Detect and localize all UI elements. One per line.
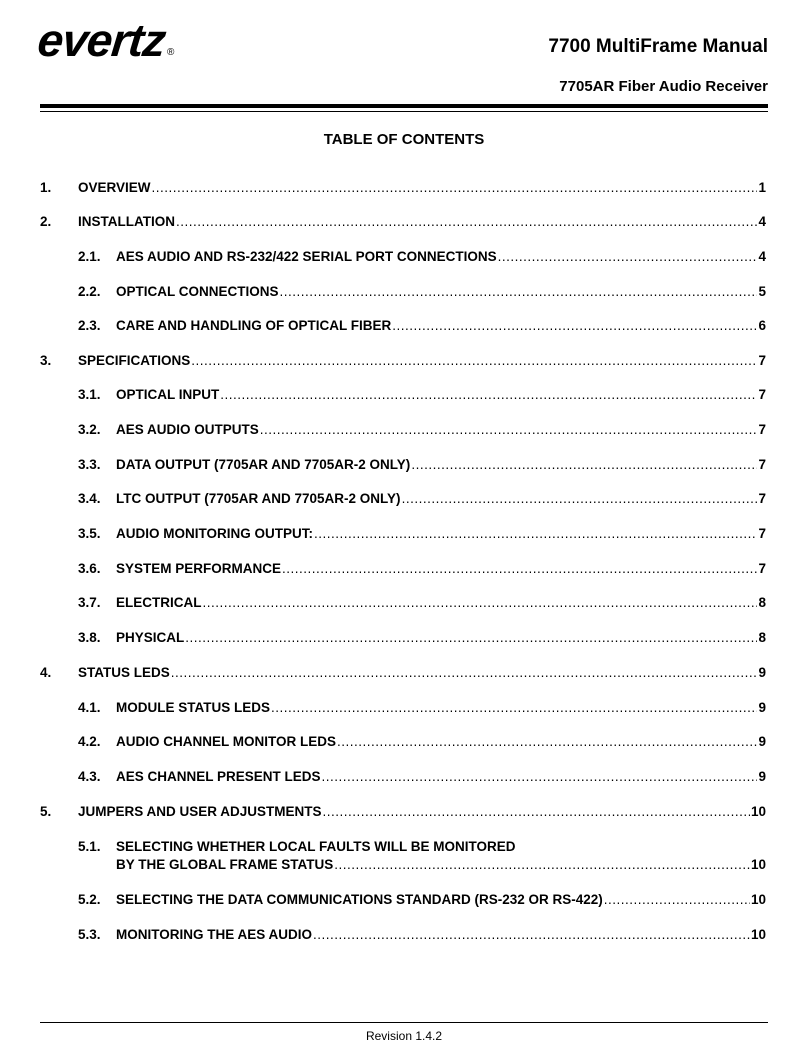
manual-title: 7700 MultiFrame Manual — [548, 36, 768, 57]
toc-entry-number: 1. — [40, 180, 52, 195]
dot-leader — [280, 284, 758, 300]
toc-entry-page: 9 — [758, 734, 766, 749]
toc-entry-page: 5 — [758, 284, 766, 299]
toc-entry-page: 9 — [758, 665, 766, 680]
dot-leader — [220, 387, 757, 403]
toc-entry-page: 7 — [758, 561, 766, 576]
toc-entry-page: 9 — [758, 769, 766, 784]
toc-entry-page: 7 — [758, 526, 766, 541]
toc-entry-number: 4.1. — [78, 700, 101, 715]
toc-entry-page: 1 — [758, 180, 766, 195]
toc-entry-title: AES AUDIO OUTPUTS — [116, 422, 259, 437]
toc-entry-page: 7 — [758, 422, 766, 437]
toc-entry-page: 7 — [758, 491, 766, 506]
dot-leader — [152, 180, 758, 196]
dot-leader — [313, 927, 750, 943]
toc-entry-number: 3.2. — [78, 422, 101, 437]
dot-leader — [334, 857, 750, 873]
toc-entry-title: OVERVIEW — [78, 180, 151, 195]
toc-entry-number: 3.5. — [78, 526, 101, 541]
toc-entry-title: SYSTEM PERFORMANCE — [116, 561, 282, 576]
toc-entry-page: 10 — [750, 857, 766, 872]
toc-entry-number: 2.3. — [78, 318, 101, 333]
dot-leader — [185, 630, 757, 646]
toc-entry-page: 10 — [750, 927, 766, 942]
dot-leader — [271, 700, 757, 716]
toc-entry-title: ELECTRICAL — [116, 595, 202, 610]
toc-entry-title: JUMPERS AND USER ADJUSTMENTS — [78, 804, 322, 819]
footer-revision: Revision 1.4.2 — [365, 1029, 443, 1043]
toc-entry-title: OPTICAL INPUT — [116, 387, 220, 402]
dot-leader — [322, 769, 758, 785]
toc-entry-5-1[interactable] — [40, 839, 766, 873]
evertz-logo — [35, 14, 175, 66]
dot-leader — [171, 665, 758, 681]
footer-rule — [40, 1022, 768, 1023]
header-rule-thin — [40, 111, 768, 112]
toc-entry-title: PHYSICAL — [116, 630, 185, 645]
toc-entry-page: 7 — [758, 457, 766, 472]
toc-entry-page: 8 — [758, 630, 766, 645]
toc-entry-number: 3.1. — [78, 387, 101, 402]
product-title: 7705AR Fiber Audio Receiver — [559, 78, 768, 95]
toc-entry-number: 5.2. — [78, 892, 101, 907]
dot-leader — [337, 734, 757, 750]
toc-entry-number: 3.4. — [78, 491, 101, 506]
toc-entry-title: MODULE STATUS LEDS — [116, 700, 270, 715]
toc-entry-page: 4 — [758, 249, 766, 264]
toc-entry-title: SPECIFICATIONS — [78, 353, 191, 368]
dot-leader — [282, 561, 757, 577]
registered-mark: ® — [166, 47, 175, 58]
toc-entry-number: 2. — [40, 214, 52, 229]
toc-entry-page: 10 — [750, 804, 766, 819]
toc-entry-title: CARE AND HANDLING OF OPTICAL FIBER — [116, 318, 392, 333]
toc-entry-page: 4 — [758, 214, 766, 229]
toc-entry-title: OPTICAL CONNECTIONS — [116, 284, 279, 299]
toc-entry-title: AUDIO MONITORING OUTPUT: — [116, 526, 313, 541]
toc-entry-title: SELECTING THE DATA COMMUNICATIONS STANDARD (RS-232 OR RS-422) — [116, 892, 603, 907]
dot-leader — [260, 422, 758, 438]
dot-leader — [203, 595, 758, 611]
toc-entry-number: 3.6. — [78, 561, 101, 576]
toc-entry-page: 6 — [758, 318, 766, 333]
toc-entry-number: 3. — [40, 353, 52, 368]
toc-entry-number: 5. — [40, 804, 52, 819]
dot-leader — [498, 249, 758, 265]
toc-entry-title: AES CHANNEL PRESENT LEDS — [116, 769, 321, 784]
toc-entry-title-line1: SELECTING WHETHER LOCAL FAULTS WILL BE MONITORED — [116, 839, 516, 854]
toc-heading: TABLE OF CONTENTS — [323, 131, 485, 148]
toc-entry-title: BY THE GLOBAL FRAME STATUS — [116, 857, 334, 872]
toc-entry-page: 7 — [758, 387, 766, 402]
toc-entry-number: 5.3. — [78, 927, 101, 942]
toc-entry-number: 4. — [40, 665, 52, 680]
toc-entry-number: 3.8. — [78, 630, 101, 645]
toc-entry-title: INSTALLATION — [78, 214, 175, 229]
toc-entry-page: 10 — [750, 892, 766, 907]
dot-leader — [176, 214, 757, 230]
toc-entry-number: 4.3. — [78, 769, 101, 784]
dot-leader — [411, 457, 757, 473]
logo-wordmark: evertz — [35, 14, 168, 66]
toc-entry-title: AES AUDIO AND RS-232/422 SERIAL PORT CONNECTIONS — [116, 249, 497, 264]
dot-leader — [604, 892, 750, 908]
toc-entry-title: DATA OUTPUT (7705AR AND 7705AR-2 ONLY) — [116, 457, 411, 472]
toc-entry-number: 2.2. — [78, 284, 101, 299]
toc-entry-title: MONITORING THE AES AUDIO — [116, 927, 313, 942]
toc-entry-page: 8 — [758, 595, 766, 610]
dot-leader — [323, 804, 750, 820]
header-rule-thick — [40, 104, 768, 108]
toc-entry-page: 7 — [758, 353, 766, 368]
toc-entry-number: 4.2. — [78, 734, 101, 749]
toc-entry-number: 5.1. — [78, 839, 101, 854]
toc-entry-number: 3.3. — [78, 457, 101, 472]
toc-entry-title: AUDIO CHANNEL MONITOR LEDS — [116, 734, 337, 749]
toc-entry-title: STATUS LEDS — [78, 665, 170, 680]
dot-leader — [191, 353, 757, 369]
toc-entry-page: 9 — [758, 700, 766, 715]
dot-leader — [314, 526, 757, 542]
toc-entry-title: LTC OUTPUT (7705AR AND 7705AR-2 ONLY) — [116, 491, 401, 506]
toc-entry-number: 3.7. — [78, 595, 101, 610]
dot-leader — [392, 318, 757, 334]
dot-leader — [402, 491, 758, 507]
toc-entry-number: 2.1. — [78, 249, 101, 264]
